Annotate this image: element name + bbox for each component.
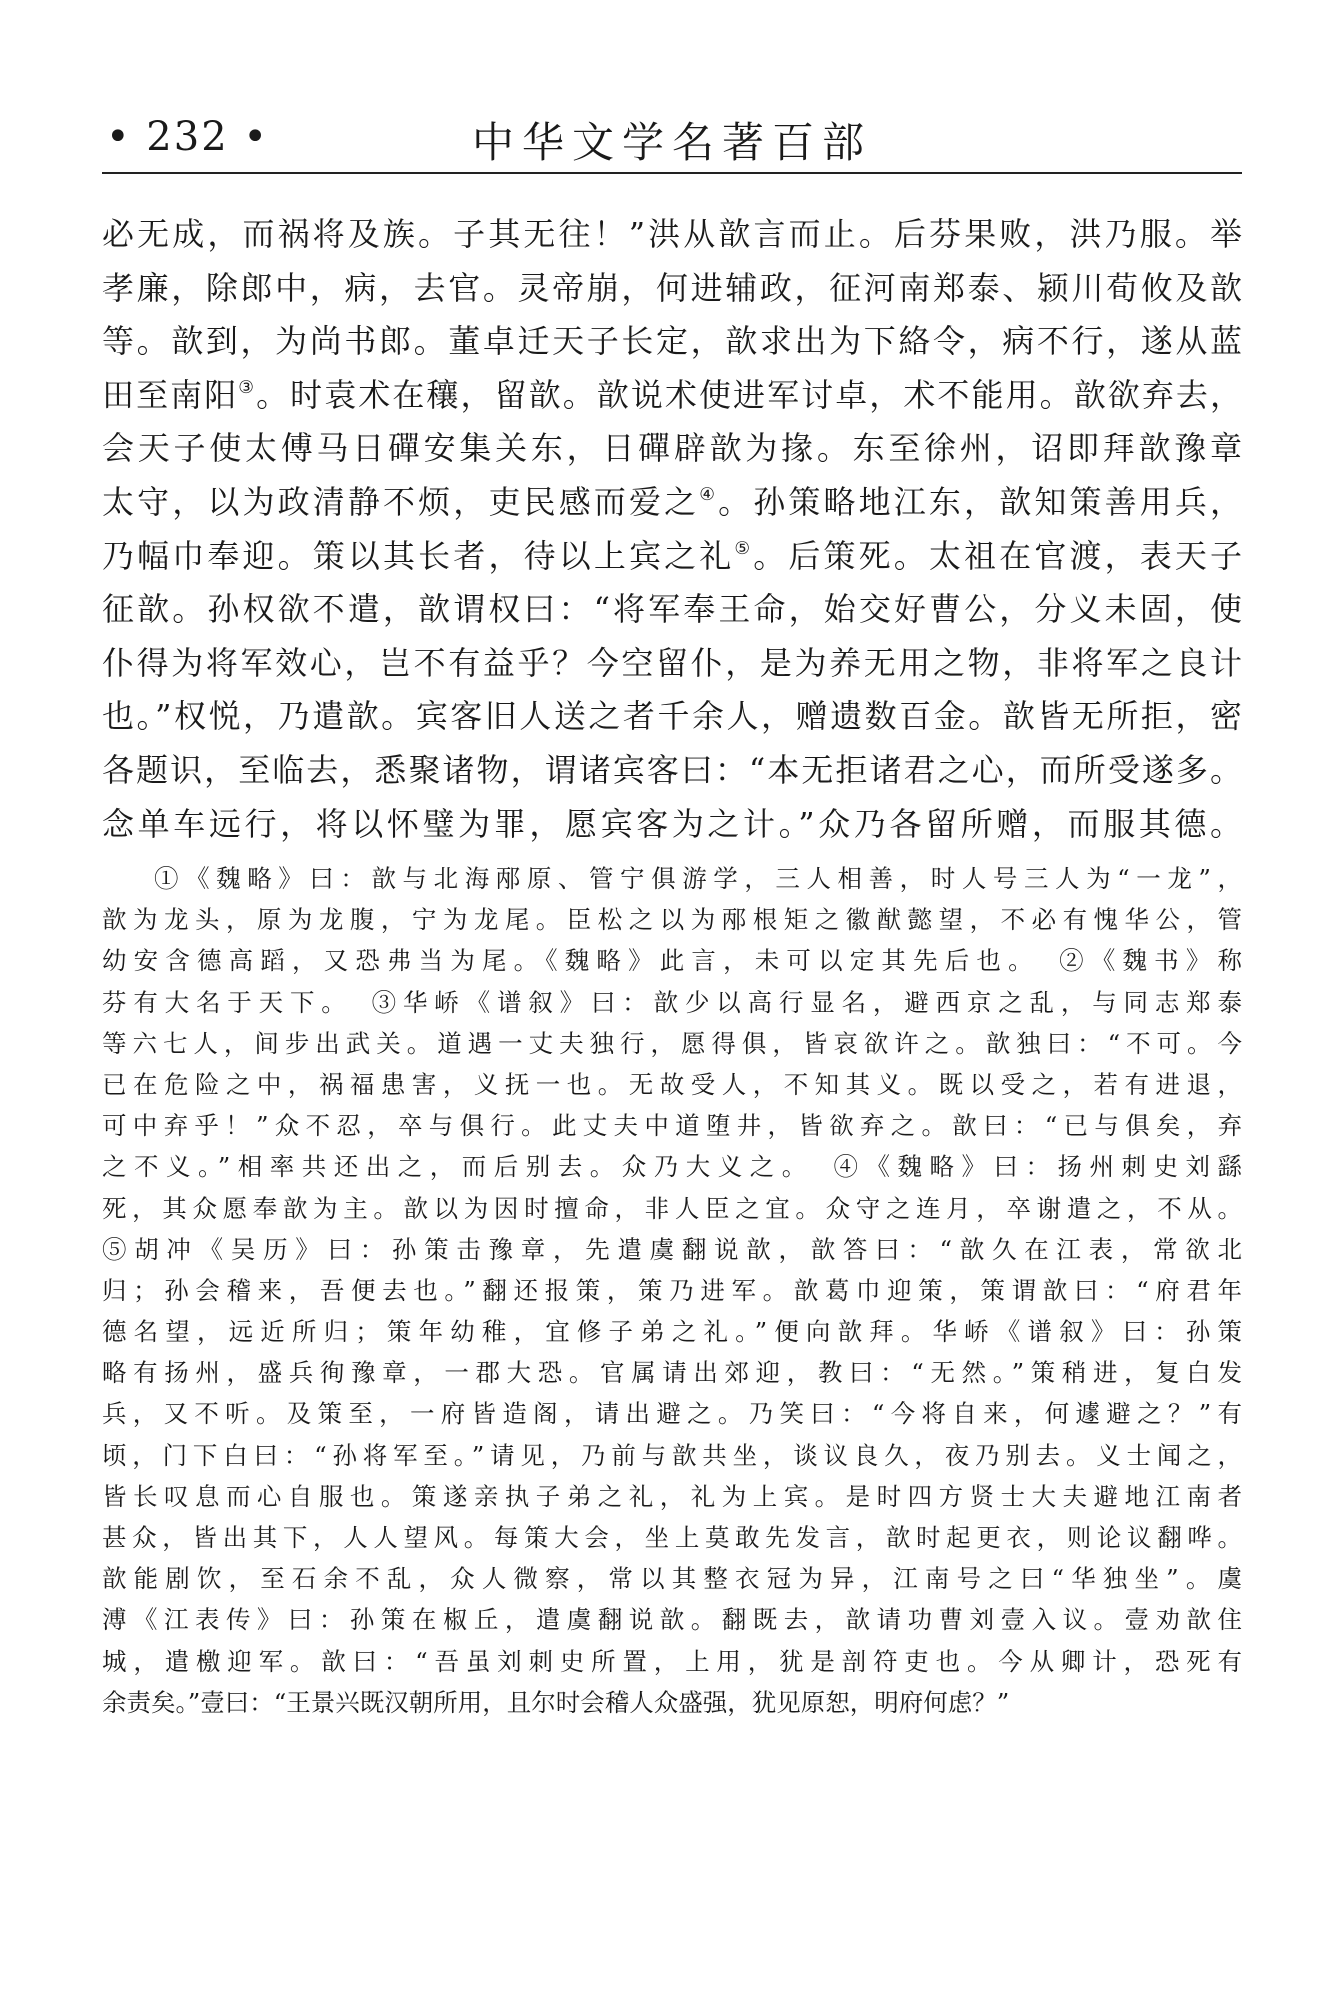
footnotes xyxy=(102,858,1242,1723)
main-text xyxy=(102,208,1242,851)
text-line: 太守，以为政清静不烦，吏民感而爱之④。孙策略地江东，歆知策善用兵， xyxy=(102,482,1242,521)
book-title: 中华文学名著百部 xyxy=(471,118,872,167)
text-line: 征歆。孙权欲不遣，歆谓权曰：“将军奉王命，始交好曹公，分义未固，使 xyxy=(102,590,1242,629)
footnote-line: 略有扬州，盛兵徇豫章，一郡大恐。官属请出郊迎，教曰：“无然。”策稍进，复白发 xyxy=(102,1358,1242,1388)
footnote-line: ⑤胡冲《吴历》曰：孙策击豫章，先遣虞翻说歆，歆答曰：“歆久在江表，常欲北 xyxy=(102,1234,1242,1264)
text-line: 必无成，而祸将及族。子其无往！”洪从歆言而止。后芬果败，洪乃服。举 xyxy=(102,215,1242,253)
footnote-line: 溥《江表传》曰：孙策在椒丘，遣虞翻说歆。翻既去，歆请功曹刘壹入议。壹劝歆住 xyxy=(102,1605,1242,1635)
footnote-line: 兵，又不听。及策至，一府皆造阁，请出避之。乃笑曰：“今将自来，何遽避之？”有 xyxy=(102,1399,1242,1429)
footnote-line: 芬有大名于天下。 ③华峤《谱叙》曰：歆少以高行显名，避西京之乱，与同志郑泰 xyxy=(102,987,1242,1017)
footnote-line: 幼安含德高蹈，又恐弗当为尾。《魏略》此言，未可以定其先后也。 ②《魏书》称 xyxy=(102,946,1242,976)
footnote-line: 歆为龙头，原为龙腹，宁为龙尾。臣松之以为邴根矩之徽猷懿望，不必有愧华公，管 xyxy=(102,905,1242,935)
footnote-line: 已在危险之中，祸福患害，义抚一也。无故受人，不知其义。既以受之，若有进退， xyxy=(102,1069,1242,1099)
footnote-marker: ⑤ xyxy=(734,538,754,559)
footnote-line: 歆能剧饮，至石余不乱，众人微察，常以其整衣冠为异，江南号之曰“华独坐”。虞 xyxy=(102,1564,1242,1594)
footnote-line: 皆长叹息而心自服也。策遂亲执子弟之礼，礼为上宾。是时四方贤士大夫避地江南者 xyxy=(102,1481,1242,1511)
text-line: 仆得为将军效心，岂不有益乎？今空留仆，是为养无用之物，非将军之良计 xyxy=(102,643,1242,682)
footnote-line: 余责矣。”壹曰：“王景兴既汉朝所用，且尔时会稽人众盛强，犹见原恕，明府何虑？” xyxy=(102,1687,1010,1717)
footnote-line: 死，其众愿奉歆为主。歆以为因时擅命，非人臣之宜。众守之连月，卒谢遣之，不从。 xyxy=(102,1193,1242,1223)
text-line: 会天子使太傅马日磾安集关东，日磾辟歆为掾。东至徐州，诏即拜歆豫章 xyxy=(102,429,1242,468)
text-line: 念单车远行，将以怀璧为罪，愿宾客为之计。”众乃各留所赠，而服其德。 xyxy=(102,804,1242,843)
text-line: 等。歆到，为尚书郎。董卓迁天子长定，歆求出为下絡令，病不行，遂从蓝 xyxy=(102,322,1242,361)
text-line: 田至南阳③。时袁术在穰，留歆。歆说术使进军讨卓，术不能用。歆欲弃去， xyxy=(102,375,1242,414)
page-number: • 232 • xyxy=(106,114,269,160)
header-rule xyxy=(102,172,1242,174)
footnote-line: 顷，门下白曰：“孙将军至。”请见，乃前与歆共坐，谈议良久，夜乃别去。义士闻之， xyxy=(102,1440,1242,1470)
footnote-line: 等六七人，间步出武关。道遇一丈夫独行，愿得俱，皆哀欲许之。歆独曰：“不可。今 xyxy=(102,1028,1242,1058)
text-line: 各题识，至临去，悉聚诸物，谓诸宾客曰：“本无拒诸君之心，而所受遂多。 xyxy=(102,750,1242,789)
footnote-line: 甚众，皆出其下，人人望风。每策大会，坐上莫敢先发言，歆时起更衣，则论议翻哗。 xyxy=(102,1523,1242,1552)
text-line: 孝廉，除郎中，病，去官。灵帝崩，何进辅政，征河南郑泰、颍川荀攸及歆 xyxy=(102,268,1242,307)
page-header xyxy=(102,104,1242,174)
text-line: 也。”权悦，乃遣歆。宾客旧人送之者千余人，赠遗数百金。歆皆无所拒，密 xyxy=(102,697,1242,736)
footnote-line: 归；孙会稽来，吾便去也。”翻还报策，策乃进军。歆葛巾迎策，策谓歆曰：“府君年 xyxy=(102,1275,1242,1305)
footnote-marker: ④ xyxy=(699,484,719,505)
footnote-line: 之不义。”相率共还出之，而后别去。众乃大义之。 ④《魏略》曰：扬州刺史刘繇 xyxy=(102,1152,1242,1182)
footnote-line: 城，遣檄迎军。歆曰：“吾虽刘刺史所置，上用，犹是剖符吏也。今从卿计，恐死有 xyxy=(102,1646,1242,1676)
footnote-line: 可中弃乎！”众不忍，卒与俱行。此丈夫中道堕井，皆欲弃之。歆曰：“已与俱矣，弃 xyxy=(102,1111,1242,1141)
footnote-line: 德名望，远近所归；策年幼稚，宜修子弟之礼。”便向歆拜。华峤《谱叙》曰：孙策 xyxy=(102,1317,1242,1347)
footnote-marker: ③ xyxy=(238,377,257,398)
footnote-line: ①《魏略》曰：歆与北海邴原、管宁俱游学，三人相善，时人号三人为“一龙”， xyxy=(154,864,1242,893)
text-line: 乃幅巾奉迎。策以其长者，待以上宾之礼⑤。后策死。太祖在官渡，表天子 xyxy=(102,536,1242,575)
